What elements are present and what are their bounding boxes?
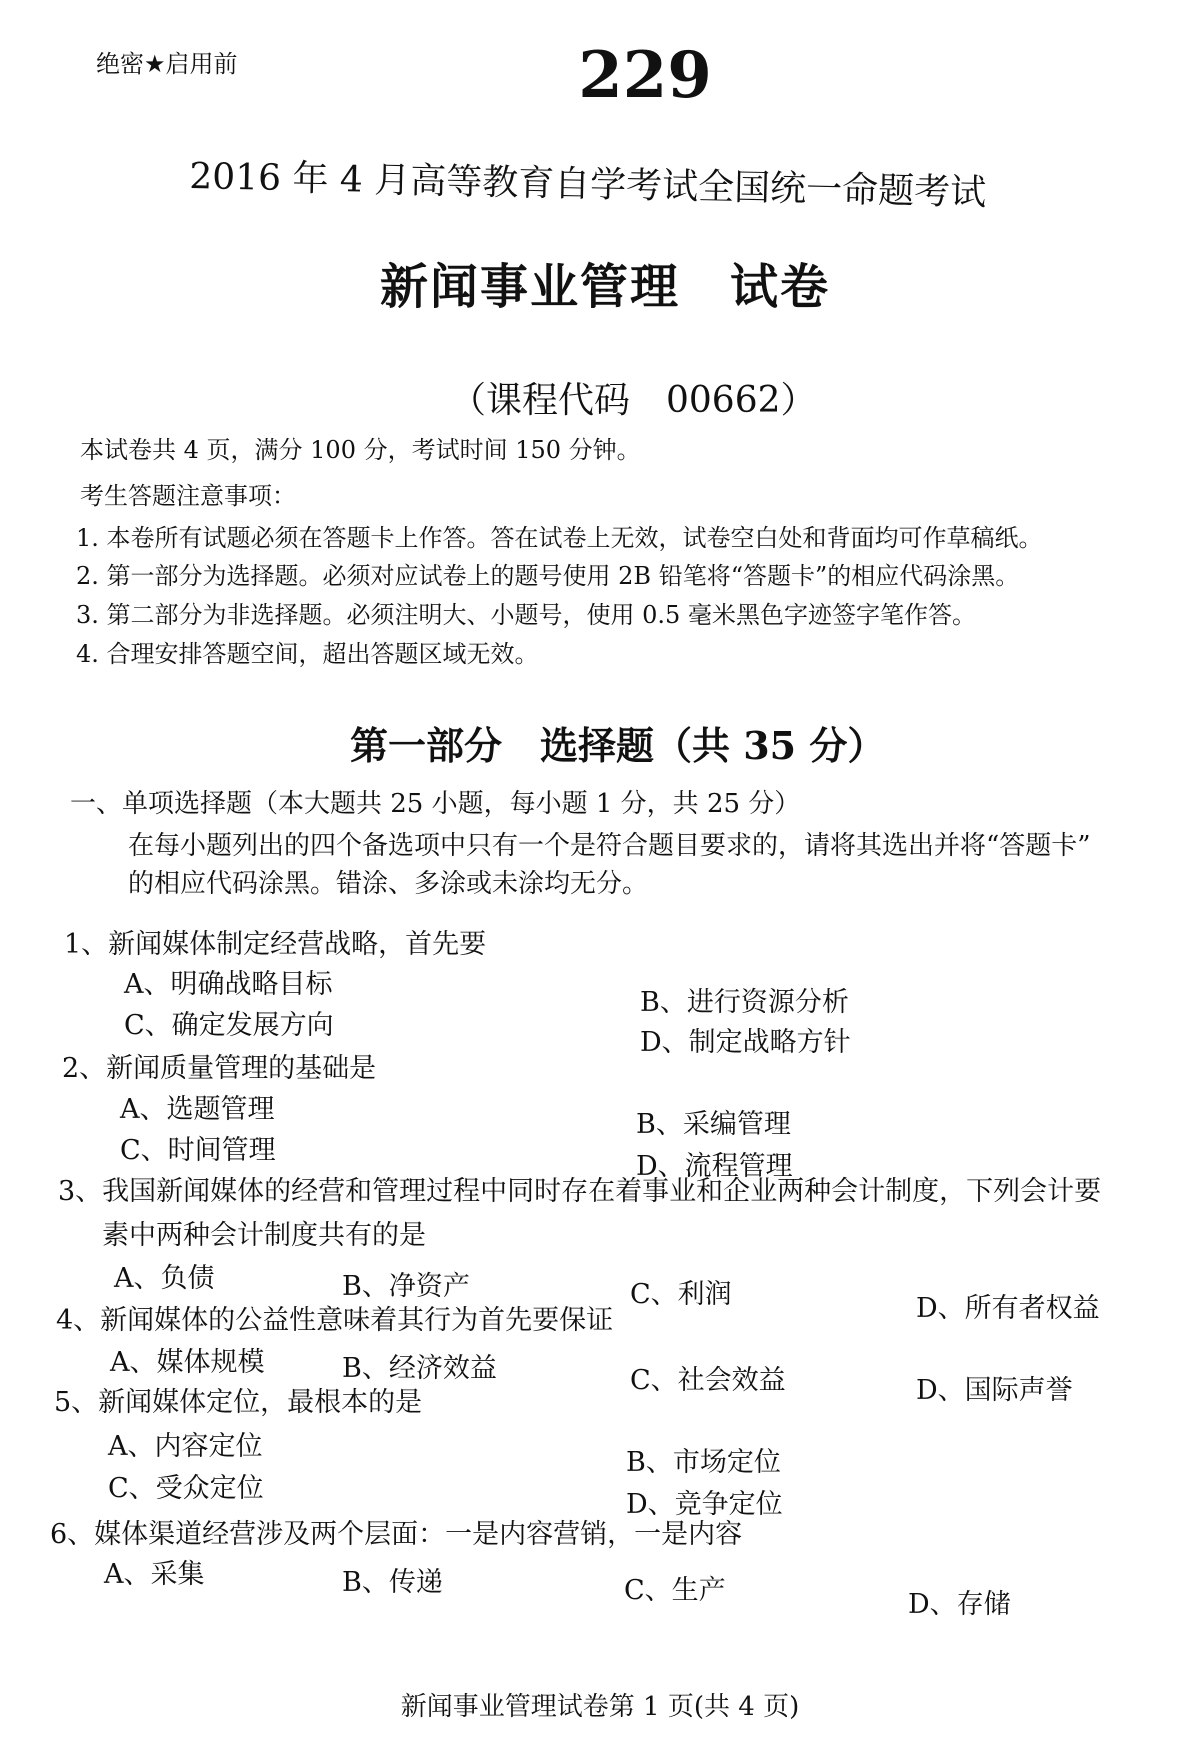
paper-number: 229: [578, 38, 712, 113]
notice-item: 3. 第二部分为非选择题。必须注明大、小题号，使用 0.5 毫米黑色字迹签字笔作答。: [76, 601, 976, 629]
option-d: D、制定战略方针: [640, 1027, 851, 1058]
question-stem: 3、我国新闻媒体的经营和管理过程中同时存在着事业和企业两种会计制度，下列会计要: [58, 1176, 1102, 1207]
option-b: B、采编管理: [636, 1109, 791, 1140]
question-stem: 2、新闻质量管理的基础是: [62, 1053, 377, 1084]
course-code: （课程代码 00662）: [450, 380, 817, 421]
paper-summary: 本试卷共 4 页，满分 100 分，考试时间 150 分钟。: [80, 436, 641, 464]
option-d: D、流程管理: [636, 1151, 793, 1182]
question-stem: 5、新闻媒体定位，最根本的是: [54, 1387, 423, 1418]
option-b: B、进行资源分析: [640, 987, 849, 1018]
exam-title: 2016 年 4 月高等教育自学考试全国统一命题考试: [188, 155, 987, 214]
option-b: B、经济效益: [342, 1353, 497, 1384]
option-c: C、社会效益: [630, 1365, 786, 1396]
option-b: B、市场定位: [626, 1447, 781, 1478]
option-d: D、所有者权益: [916, 1293, 1100, 1324]
option-c: C、利润: [630, 1279, 732, 1310]
question-stem-continued: 素中两种会计制度共有的是: [102, 1220, 426, 1251]
option-c: C、生产: [624, 1575, 726, 1606]
option-d: D、存储: [908, 1589, 1011, 1620]
option-a: A、明确战略目标: [124, 969, 333, 1000]
confidential-label: 绝密★启用前: [96, 50, 238, 78]
section-heading: 一、单项选择题（本大题共 25 小题，每小题 1 分，共 25 分）: [70, 789, 801, 819]
notice-heading: 考生答题注意事项：: [80, 482, 296, 510]
option-c: C、时间管理: [120, 1135, 276, 1166]
option-c: C、受众定位: [108, 1473, 264, 1504]
page-footer: 新闻事业管理试卷第 1 页(共 4 页): [400, 1692, 800, 1722]
question-stem: 4、新闻媒体的公益性意味着其行为首先要保证: [56, 1305, 614, 1336]
notice-item: 1. 本卷所有试题必须在答题卡上作答。答在试卷上无效，试卷空白处和背面均可作草稿纸。: [76, 524, 1043, 552]
option-c: C、确定发展方向: [124, 1010, 334, 1041]
option-a: A、内容定位: [108, 1431, 263, 1462]
option-b: B、传递: [342, 1567, 443, 1598]
option-a: A、选题管理: [120, 1094, 275, 1125]
question-stem: 6、媒体渠道经营涉及两个层面：一是内容营销，一是内容: [50, 1519, 743, 1550]
notice-item: 4. 合理安排答题空间，超出答题区域无效。: [76, 640, 539, 668]
option-a: A、负债: [114, 1263, 215, 1294]
option-a: A、媒体规模: [110, 1347, 265, 1378]
option-d: D、竞争定位: [626, 1489, 783, 1520]
option-d: D、国际声誉: [916, 1375, 1073, 1406]
section-instructions: 在每小题列出的四个备选项中只有一个是符合题目要求的，请将其选出并将“答题卡”: [128, 831, 1091, 861]
question-stem: 1、新闻媒体制定经营战略，首先要: [64, 929, 487, 960]
option-b: B、净资产: [342, 1271, 470, 1302]
part-title: 第一部分 选择题（共 35 分）: [350, 723, 886, 768]
paper-title: 新闻事业管理 试卷: [380, 259, 831, 315]
option-a: A、采集: [104, 1559, 205, 1590]
notice-item: 2. 第一部分为选择题。必须对应试卷上的题号使用 2B 铅笔将“答题卡”的相应代码涂黑。: [76, 562, 1020, 590]
section-instructions: 的相应代码涂黑。错涂、多涂或未涂均无分。: [128, 869, 649, 899]
